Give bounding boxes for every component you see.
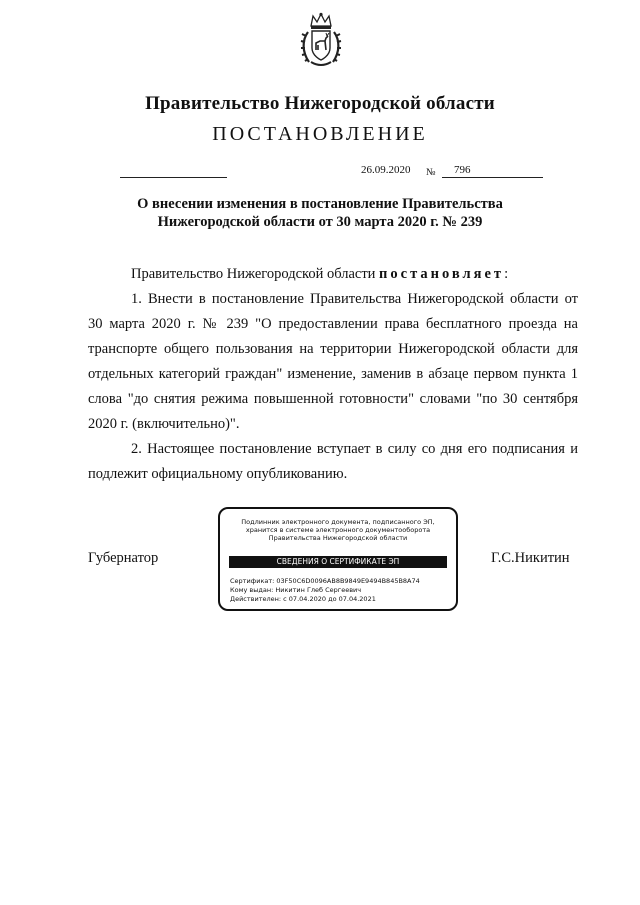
certificate-owner: Кому выдан: Никитин Глеб Сергеевич [230,586,362,594]
signatory-position: Губернатор [88,550,159,566]
document-title [100,195,540,231]
signatory-name: Г.С.Никитин [491,550,570,566]
number-label: № [426,167,436,178]
e-signature-stamp [218,507,458,611]
document-date: 26.09.2020 [361,164,411,176]
preamble-emphasis: постановляет [379,266,505,282]
preamble-text: Правительство Нижегородской области [131,266,380,282]
certificate-validity: Действителен: с 07.04.2020 до 07.04.2021 [230,595,376,603]
title-line-1: О внесении изменения в постановление Правительства [137,196,503,212]
certificate-serial: Сертификат: 03F50C6D0096AB8B9849E9494B845B8A74 [230,577,420,585]
preamble-colon: : [504,266,509,282]
preamble [88,262,578,287]
blank-date-line [120,177,227,178]
stamp-notice-line-1: Подлинник электронного документа, подписанного ЭП, [241,518,435,526]
coat-of-arms-icon [299,12,343,68]
paragraph-1: 1. Внести в постановление Правительства Нижегородской области от 30 марта 2020 г. № 239 "О предоставлении права бесплатного проезда на транспорте общего пользования на территории Нижегородской области для отдельных категорий граждан" изменение, заменив в абзаце первом пункта 1 слова "до снятия режима повышенной готовности" словами "по 30 сентября 2020 г. (включительно)". [88,291,578,432]
stamp-notice-line-3: Правительства Нижегородской области [268,534,408,542]
title-line-2: Нижегородской области от 30 марта 2020 г. № 239 [157,214,483,230]
organization-name: Правительство Нижегородской области [145,93,495,114]
stamp-notice-line-2: хранится в системе электронного документооборота [245,526,431,534]
stamp-details [230,577,420,604]
document-number: 796 [454,164,471,176]
stamp-heading: СВЕДЕНИЯ О СЕРТИФИКАТЕ ЭП [229,556,447,568]
number-field [442,164,543,178]
paragraph-2: 2. Настоящее постановление вступает в силу со дня его подписания и подлежит официальному опубликованию. [88,441,578,482]
document-type: ПОСТАНОВЛЕНИЕ [212,123,428,145]
document-body [88,262,578,487]
stamp-notice [220,518,456,542]
